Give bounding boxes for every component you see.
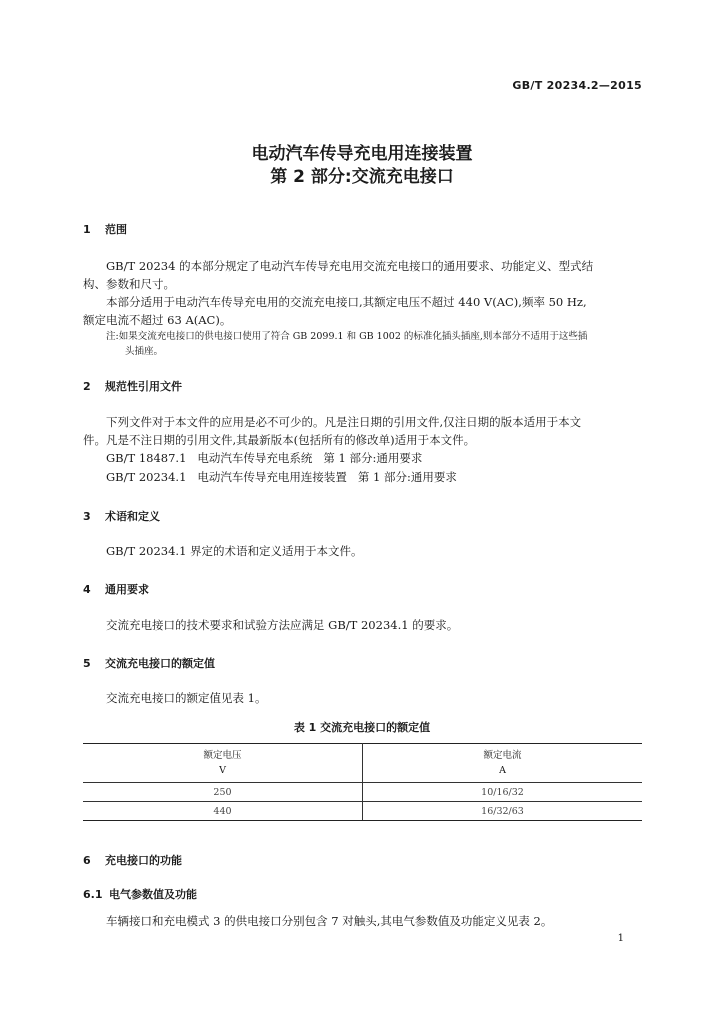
section-number: 6 [83, 854, 91, 867]
text-line: GB/T 20234 的本部分规定了电动汽车传导充电用交流充电接口的通用要求、功能定义、型式结 [106, 259, 594, 273]
header-name: 额定电流 [483, 750, 522, 761]
section-5-paragraph: 交流充电接口的额定值见表 1。 [106, 691, 267, 705]
section-title: 通用要求 [105, 583, 149, 596]
normative-reference: GB/T 18487.1 电动汽车传导充电系统 第 1 部分:通用要求 [106, 451, 423, 465]
normative-reference: GB/T 20234.1 电动汽车传导充电用连接装置 第 1 部分:通用要求 [106, 470, 457, 484]
section-title: 电气参数值及功能 [109, 888, 197, 901]
table-caption: 表 1 交流充电接口的额定值 [293, 721, 431, 734]
table-header-row [83, 744, 642, 783]
text-line: 额定电流不超过 63 A(AC)。 [83, 313, 232, 327]
header-name: 额定电压 [203, 750, 242, 761]
section-1-paragraph-1 [83, 257, 643, 293]
section-title: 范围 [105, 223, 127, 236]
table-header-cell [83, 744, 363, 783]
section-2-heading [83, 378, 182, 394]
text-line: 本部分适用于电动汽车传导充电用的交流充电接口,其额定电压不超过 440 V(AC),频率 50 Hz, [106, 295, 587, 309]
text-line: 头插座。 [125, 346, 164, 357]
section-1-paragraph-2 [83, 293, 643, 329]
table-cell: 250 [83, 783, 363, 802]
section-number: 3 [83, 510, 91, 523]
section-1-note [106, 329, 646, 359]
text-line: 构、参数和尺寸。 [83, 277, 175, 291]
section-5-heading [83, 655, 215, 671]
section-title: 充电接口的功能 [105, 854, 182, 867]
section-number: 5 [83, 657, 91, 670]
header-unit: V [219, 765, 226, 776]
table-cell: 10/16/32 [363, 783, 643, 802]
section-6-1-heading [83, 886, 197, 902]
section-2-paragraph-1 [83, 413, 643, 449]
rated-values-table [83, 743, 642, 821]
section-1-heading [83, 221, 127, 237]
section-4-heading [83, 581, 149, 597]
section-6-1-paragraph: 车辆接口和充电模式 3 的供电接口分别包含 7 对触头,其电气参数值及功能定义见表 2。 [106, 914, 553, 928]
document-title: 电动汽车传导充电用连接装置 [251, 144, 473, 164]
section-4-paragraph: 交流充电接口的技术要求和试验方法应满足 GB/T 20234.1 的要求。 [106, 618, 459, 632]
section-title: 术语和定义 [105, 510, 160, 523]
text-line: 注:如果交流充电接口的供电接口使用了符合 GB 2099.1 和 GB 1002 的标准化插头插座,则本部分不适用于这些插 [106, 331, 588, 342]
table-row [83, 783, 642, 802]
table-header-cell [363, 744, 643, 783]
section-3-paragraph: GB/T 20234.1 界定的术语和定义适用于本文件。 [106, 544, 363, 558]
section-title: 交流充电接口的额定值 [105, 657, 215, 670]
document-subtitle: 第 2 部分:交流充电接口 [270, 167, 454, 187]
text-line: 件。凡是不注日期的引用文件,其最新版本(包括所有的修改单)适用于本文件。 [83, 433, 476, 447]
section-number: 4 [83, 583, 91, 596]
header-unit: A [499, 765, 506, 776]
section-title: 规范性引用文件 [105, 380, 182, 393]
section-number: 6.1 [83, 888, 103, 901]
section-number: 1 [83, 223, 91, 236]
table-cell: 440 [83, 802, 363, 821]
section-6-heading [83, 852, 182, 868]
standard-code: GB/T 20234.2—2015 [512, 79, 642, 92]
table-cell: 16/32/63 [363, 802, 643, 821]
section-number: 2 [83, 380, 91, 393]
text-line: 下列文件对于本文件的应用是必不可少的。凡是注日期的引用文件,仅注日期的版本适用于本文 [106, 415, 582, 429]
page-number: 1 [617, 933, 624, 944]
table-row [83, 802, 642, 821]
section-3-heading [83, 508, 160, 524]
